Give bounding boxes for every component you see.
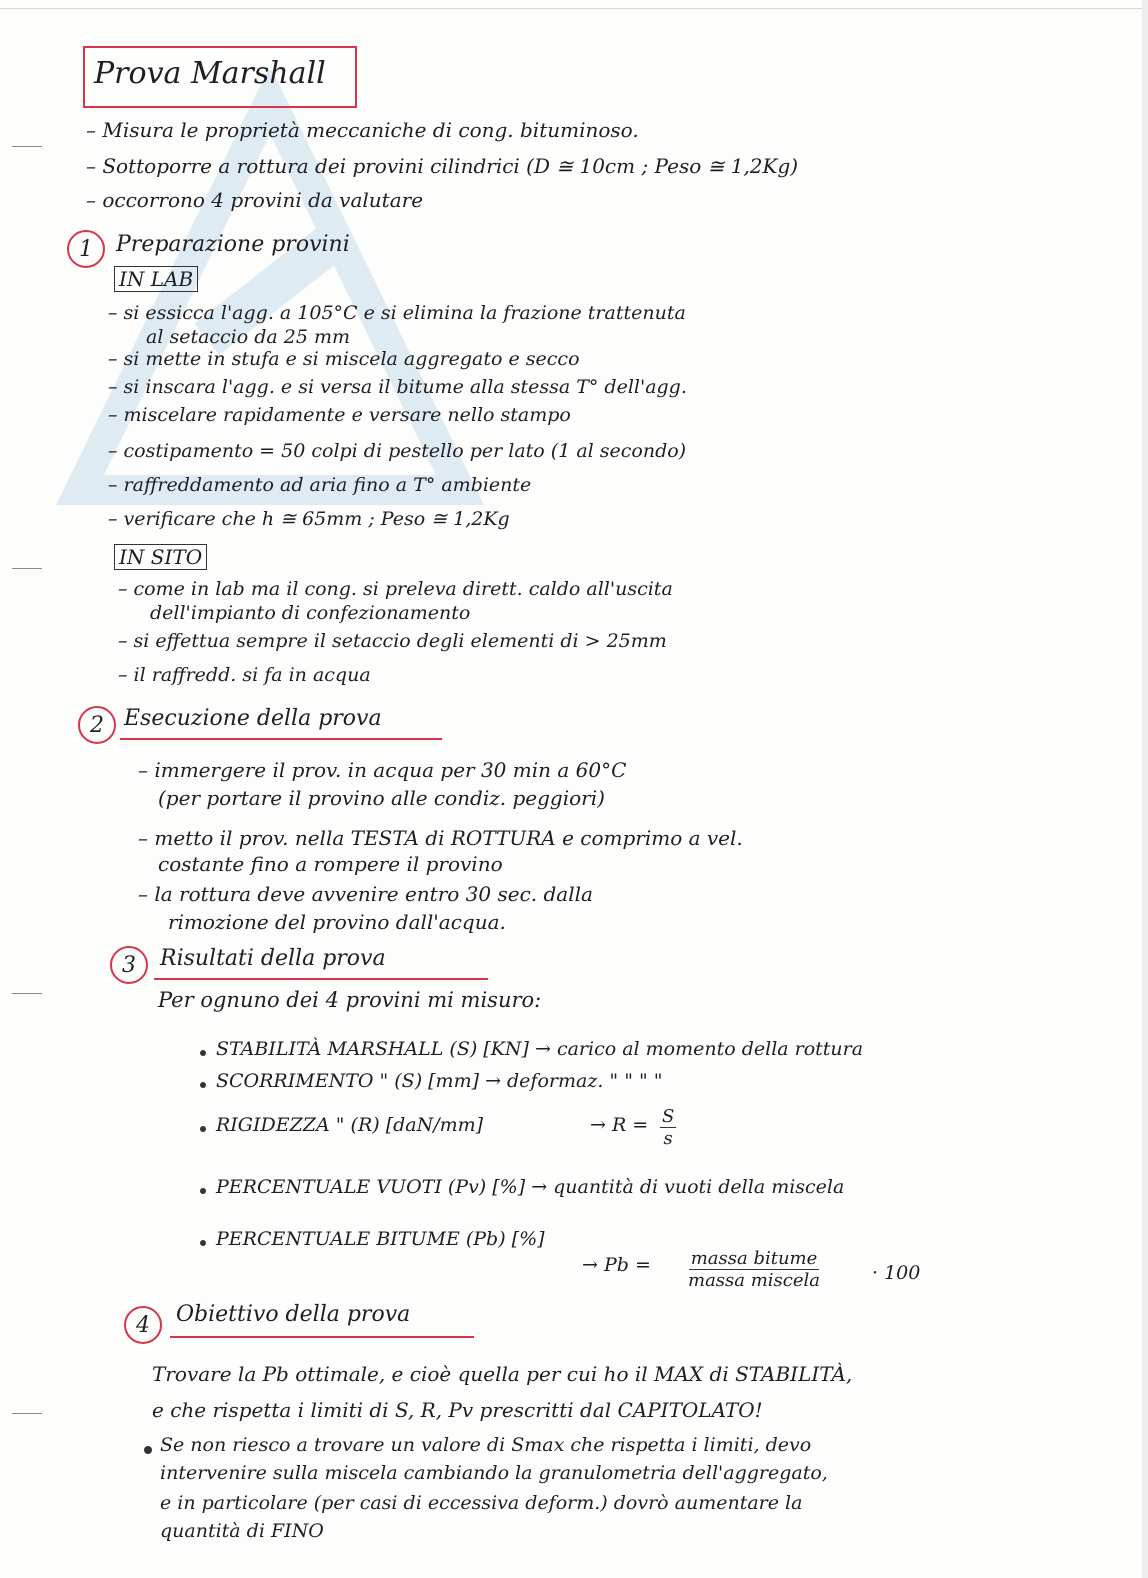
section-title: Esecuzione della prova: [124, 706, 382, 731]
list-bullet: [200, 1240, 206, 1246]
section-title: Obiettivo della prova: [176, 1302, 411, 1327]
section-number: 1: [67, 230, 105, 268]
procedure-line: – immergere il prov. in acqua per 30 min a 60°C: [138, 758, 627, 782]
result-item-stability: STABILITÀ MARSHALL (S) [KN] → carico al momento della rottura: [216, 1038, 864, 1060]
page-top-edge: [0, 0, 1148, 9]
list-bullet: [200, 1126, 206, 1132]
margin-mark: [12, 568, 42, 569]
site-line: – come in lab ma il cong. si preleva dirett. caldo all'uscita: [118, 578, 673, 600]
note-line: e in particolare (per casi di eccessiva deform.) dovrò aumentare la: [160, 1492, 803, 1514]
lab-line: – si mette in stufa e si miscela aggregato e secco: [108, 348, 580, 370]
page-right-edge: [1142, 0, 1148, 1578]
results-intro: Per ognuno dei 4 provini mi misuro:: [158, 988, 542, 1012]
section-underline: [154, 978, 488, 980]
section-number: 4: [124, 1306, 162, 1344]
site-line: – si effettua sempre il setaccio degli elementi di > 25mm: [118, 630, 667, 652]
result-item-voids: PERCENTUALE VUOTI (Pv) [%] → quantità di vuoti della miscela: [216, 1176, 845, 1198]
section-number: 3: [110, 946, 148, 984]
intro-line: – Sottoporre a rottura dei provini cilindrici (D ≅ 10cm ; Peso ≅ 1,2Kg): [86, 154, 799, 178]
sub-heading-site: IN SITO: [114, 544, 207, 570]
note-line: Se non riesco a trovare un valore di Smax che rispetta i limiti, devo: [160, 1434, 812, 1456]
list-bullet: [144, 1446, 152, 1454]
margin-mark: [12, 146, 42, 147]
pb-factor: · 100: [872, 1262, 921, 1284]
margin-mark: [12, 1413, 42, 1414]
page-title: Prova Marshall: [94, 56, 326, 91]
pb-formula: massa bitume massa miscela: [688, 1248, 821, 1291]
objective-line: e che rispetta i limiti di S, R, Pv prescritti dal CAPITOLATO!: [152, 1398, 763, 1422]
pb-formula-label: → Pb =: [582, 1254, 651, 1276]
objective-line: Trovare la Pb ottimale, e cioè quella per cui ho il MAX di STABILITÀ,: [152, 1362, 853, 1386]
intro-line: – occorrono 4 provini da valutare: [86, 188, 424, 212]
sub-heading-lab: IN LAB: [114, 266, 198, 292]
procedure-line: – la rottura deve avvenire entro 30 sec. dalla: [138, 882, 593, 906]
procedure-line: rimozione del provino dall'acqua.: [168, 910, 506, 934]
lab-line: – verificare che h ≅ 65mm ; Peso ≅ 1,2Kg: [108, 508, 510, 530]
list-bullet: [200, 1082, 206, 1088]
result-item-bitumen: PERCENTUALE BITUME (Pb) [%]: [216, 1228, 545, 1250]
margin-mark: [12, 993, 42, 994]
lab-line: al setaccio da 25 mm: [146, 326, 351, 348]
procedure-line: (per portare il provino alle condiz. peggiori): [158, 786, 605, 810]
result-item-flow: SCORRIMENTO " (S) [mm] → deformaz. " " " ": [216, 1070, 663, 1092]
site-line: dell'impianto di confezionamento: [150, 602, 471, 624]
procedure-line: costante fino a rompere il provino: [158, 852, 503, 876]
section-title: Preparazione provini: [116, 232, 350, 257]
lab-line: – si essicca l'agg. a 105°C e si elimina la frazione trattenuta: [108, 302, 686, 324]
section-number: 2: [78, 706, 116, 744]
lab-line: – costipamento = 50 colpi di pestello per lato (1 al secondo): [108, 440, 687, 462]
section-title: Risultati della prova: [160, 946, 386, 971]
lab-line: – raffreddamento ad aria fino a T° ambiente: [108, 474, 532, 496]
result-item-rigidity: RIGIDEZZA " (R) [daN/mm]: [216, 1114, 484, 1136]
note-line: intervenire sulla miscela cambiando la granulometria dell'aggregato,: [160, 1462, 828, 1484]
lab-line: – si inscara l'agg. e si versa il bitume alla stessa T° dell'agg.: [108, 376, 687, 398]
note-line: quantità di FINO: [160, 1520, 324, 1542]
site-line: – il raffredd. si fa in acqua: [118, 664, 371, 686]
rigidity-formula-label: → R =: [590, 1114, 649, 1136]
list-bullet: [200, 1188, 206, 1194]
section-underline: [120, 738, 442, 740]
rigidity-formula: $\frac{S}{s}$: [662, 1106, 675, 1149]
section-underline: [170, 1336, 474, 1338]
lab-line: – miscelare rapidamente e versare nello stampo: [108, 404, 571, 426]
procedure-line: – metto il prov. nella TESTA di ROTTURA e comprimo a vel.: [138, 826, 743, 850]
list-bullet: [200, 1050, 206, 1056]
intro-line: – Misura le proprietà meccaniche di cong. bituminoso.: [86, 118, 639, 142]
